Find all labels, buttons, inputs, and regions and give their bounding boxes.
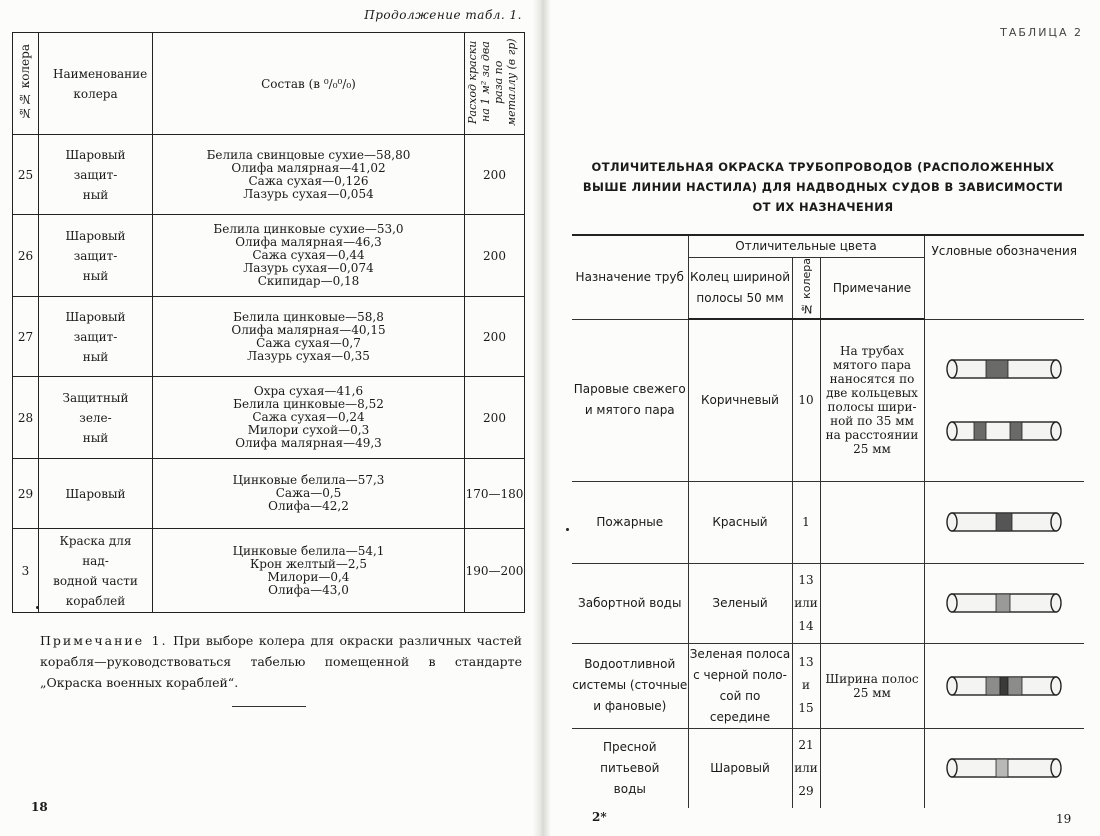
row-purpose [572, 643, 688, 728]
row-number-line: 27 [17, 329, 34, 344]
row-color-number-line: 15 [798, 701, 814, 715]
row-consumption [465, 297, 525, 377]
header-remark: Примечание [820, 257, 924, 319]
table-row [13, 377, 525, 459]
title-line: ОТЛИЧИТЕЛЬНАЯ ОКРАСКА ТРУБОПРОВОДОВ (РАСПОЛОЖЕННЫХ [591, 160, 1055, 174]
row-composition-line: Сажа сухая—0,44 [252, 248, 365, 262]
row-purpose-line: Забортной воды [578, 595, 682, 610]
row-color-number-line: или [794, 760, 818, 775]
row-number-line: 29 [17, 486, 34, 501]
row-composition-line: Олифа—43,0 [268, 582, 349, 597]
row-color-number [792, 563, 820, 643]
row-color-number [792, 643, 820, 728]
print-speck [36, 606, 39, 609]
row-purpose-line: Паровые свежего [573, 382, 686, 396]
row-number-line: 28 [17, 410, 34, 425]
table-row [13, 135, 525, 215]
header-symbols: Условные обозначения [924, 235, 1084, 319]
row-composition-line: Сажа сухая—0,24 [252, 410, 365, 424]
table-row [572, 319, 1084, 481]
row-consumption [465, 135, 525, 215]
row-remark-line: На трубах [840, 344, 904, 359]
row-consumption-line: 200 [483, 410, 506, 425]
row-name-line: Шаровый защит- [65, 228, 126, 263]
row-number [13, 377, 39, 459]
header-name: Наименование колера [39, 33, 153, 135]
row-remark-line: ной по 35 мм [830, 414, 914, 429]
row-symbol [924, 728, 1084, 808]
row-color-number-line: 13 [798, 655, 814, 669]
row-color-number-line: 13 [798, 572, 814, 587]
table-label: ТАБЛИЦА 2 [1000, 26, 1083, 39]
row-name [39, 215, 153, 297]
row-purpose [572, 563, 688, 643]
page-number: 19 [1056, 812, 1072, 826]
print-speck [566, 528, 569, 531]
table-note [40, 630, 522, 693]
row-composition-line: Сажа—0,5 [275, 486, 342, 500]
header-ring: Колец шириной полосы 50 мм [688, 257, 792, 319]
row-name [39, 529, 153, 613]
row-color-number [792, 481, 820, 563]
page-number: 18 [31, 800, 48, 814]
row-remark [820, 728, 924, 808]
row-name-line: ный [82, 430, 109, 445]
row-consumption [465, 529, 525, 613]
row-composition-line: Цинковые белила—54,1 [232, 543, 385, 558]
row-number [13, 215, 39, 297]
row-remark-line: 25 мм [853, 685, 891, 700]
row-composition [153, 459, 465, 529]
table-title [570, 157, 1076, 217]
header-consumption: Расход краски на 1 м² за два раза по металлу (в гр) [465, 33, 525, 135]
table-row [13, 215, 525, 297]
row-remark-line: полосы шири- [827, 400, 917, 415]
pipe-green-icon [944, 591, 1064, 615]
row-composition-line: Скипидар—0,18 [257, 274, 360, 288]
row-name-line: Шаровый защит- [65, 309, 126, 344]
row-remark-line: 25 мм [853, 442, 891, 457]
row-name-line: Шаровый защит- [65, 147, 126, 182]
row-symbol [924, 563, 1084, 643]
row-consumption [465, 377, 525, 459]
row-color-number-line: 29 [798, 783, 814, 798]
row-ring-color-line: Коричневый [701, 392, 779, 407]
row-composition [153, 297, 465, 377]
left-page [0, 0, 545, 836]
row-remark-line: мятого пара [832, 358, 912, 373]
signature-mark: 2* [592, 810, 607, 824]
row-name [39, 135, 153, 215]
row-remark-line: Ширина полос [825, 671, 919, 686]
row-ring-color-line: Красный [712, 514, 768, 529]
row-purpose-line: Пресной питьевой [600, 739, 660, 775]
colors-table [12, 32, 525, 613]
row-ring-color-line: сой по середине [709, 688, 771, 724]
row-composition-line: Олифа—42,2 [268, 499, 349, 513]
row-purpose [572, 319, 688, 481]
note-divider [232, 706, 306, 707]
row-name-line: ный [82, 187, 109, 202]
table-row [572, 563, 1084, 643]
row-composition-line: Белила цинковые—8,52 [233, 397, 384, 411]
row-composition-line: Олифа малярная—40,15 [231, 322, 386, 337]
title-line: ОТ ИХ НАЗНАЧЕНИЯ [752, 200, 894, 214]
row-symbol [924, 643, 1084, 728]
row-purpose-line: воды [613, 781, 646, 796]
row-number [13, 297, 39, 377]
row-ring-color [688, 563, 792, 643]
row-remark [820, 319, 924, 481]
row-remark [820, 563, 924, 643]
row-purpose [572, 481, 688, 563]
table-row [13, 529, 525, 613]
row-consumption-line: 190—200 [465, 563, 524, 578]
header-number: №№ колера [13, 33, 39, 135]
right-page [548, 0, 1100, 836]
row-composition-line: Олифа малярная—49,3 [235, 436, 382, 450]
row-ring-color [688, 643, 792, 728]
title-line: ВЫШЕ ЛИНИИ НАСТИЛА) ДЛЯ НАДВОДНЫХ СУДОВ В ЗАВИСИМОСТИ [582, 180, 1064, 194]
row-number [13, 529, 39, 613]
note-text: При выборе колера для окраски различных частей корабля—руководствоваться табелью помещенной в стандарте „Окраска военных кораблей“. [40, 633, 523, 690]
row-purpose-line: Водоотливной [584, 657, 676, 671]
row-composition [153, 135, 465, 215]
table-row [13, 459, 525, 529]
header-distinctive-colors: Отличительные цвета [688, 235, 924, 257]
row-composition-line: Цинковые белила—57,3 [232, 473, 385, 487]
row-composition-line: Белила цинковые сухие—53,0 [213, 222, 404, 236]
header-purpose: Назначение труб [572, 235, 688, 319]
row-symbol [924, 319, 1084, 481]
row-composition-line: Сажа сухая—0,126 [248, 173, 369, 188]
row-purpose-line: Пожарные [596, 514, 664, 529]
row-composition-line: Крон желтый—2,5 [249, 556, 368, 571]
row-color-number-line: и [802, 678, 810, 692]
row-purpose-line: и фановые) [593, 699, 667, 713]
row-composition [153, 215, 465, 297]
header-composition: Состав (в ⁰/₀⁰/₀) [153, 33, 465, 135]
row-consumption-line: 200 [483, 248, 506, 263]
row-number-line: 26 [17, 248, 34, 263]
row-purpose-line: системы (сточные [572, 678, 688, 692]
row-ring-color [688, 728, 792, 808]
row-name-line: Защитный зеле- [62, 390, 129, 425]
row-ring-color-line: с черной поло- [693, 667, 787, 682]
pipe-grey-icon [944, 756, 1064, 780]
row-remark-line: на расстоянии [825, 428, 919, 443]
row-remark-line: две кольцевых [826, 386, 918, 401]
row-composition-line: Лазурь сухая—0,074 [243, 261, 374, 275]
pipe-brown-double-icon [944, 419, 1064, 443]
pipes-table [572, 234, 1084, 808]
pipe-red-icon [944, 510, 1064, 534]
row-number-line: 25 [17, 167, 34, 182]
row-color-number-line: или [794, 595, 818, 610]
row-composition [153, 377, 465, 459]
row-name-line: ный [82, 349, 109, 364]
row-number [13, 135, 39, 215]
row-consumption-line: 170—180 [465, 486, 524, 501]
row-composition-line: Милори—0,4 [267, 569, 350, 584]
row-remark-line: наносятся по [829, 372, 915, 387]
row-name-line: водной части [53, 573, 138, 588]
row-consumption-line: 200 [483, 329, 506, 344]
row-number-line: 3 [21, 563, 30, 578]
continuation-label: Продолжение табл. 1. [364, 8, 522, 22]
table-row [572, 643, 1084, 728]
row-ring-color-line: Зеленая полоса [689, 646, 791, 661]
row-color-number [792, 728, 820, 808]
row-color-number [792, 319, 820, 481]
row-color-number-line: 21 [798, 737, 814, 752]
row-composition-line: Милори сухой—0,3 [247, 423, 370, 437]
row-symbol [924, 481, 1084, 563]
row-composition-line: Сажа сухая—0,7 [256, 335, 361, 350]
note-label: Примечание 1. [40, 633, 168, 648]
row-name-line: Шаровый [65, 486, 126, 501]
row-name [39, 377, 153, 459]
table-row [13, 297, 525, 377]
row-ring-color [688, 481, 792, 563]
row-composition-line: Лазурь сухая—0,35 [247, 348, 370, 363]
pipe-green-black-icon [944, 674, 1064, 698]
row-composition-line: Олифа малярная—41,02 [231, 160, 386, 175]
row-name [39, 459, 153, 529]
row-name-line: кораблей [65, 593, 126, 608]
row-consumption [465, 215, 525, 297]
row-name-line: ный [82, 268, 109, 283]
row-name [39, 297, 153, 377]
row-color-number-line: 10 [798, 392, 814, 407]
table-row [572, 728, 1084, 808]
row-ring-color [688, 319, 792, 481]
row-ring-color-line: Шаровый [710, 760, 770, 775]
row-consumption-line: 200 [483, 167, 506, 182]
row-composition-line: Лазурь сухая—0,054 [243, 186, 374, 201]
pipe-brown-single-icon [944, 357, 1064, 381]
row-consumption [465, 459, 525, 529]
row-ring-color-line: Зеленый [712, 595, 768, 610]
row-number [13, 459, 39, 529]
row-composition-line: Белила свинцовые сухие—58,80 [206, 147, 411, 162]
row-purpose-line: и мятого пара [584, 403, 675, 417]
row-purpose [572, 728, 688, 808]
row-remark [820, 481, 924, 563]
table-row [572, 481, 1084, 563]
header-color-number: № колера [792, 257, 820, 319]
row-color-number-line: 14 [798, 618, 814, 633]
row-remark [820, 643, 924, 728]
row-composition-line: Белила цинковые—58,8 [233, 309, 384, 324]
row-composition-line: Олифа малярная—46,3 [235, 235, 382, 249]
row-composition [153, 529, 465, 613]
row-name-line: Краска для над- [59, 533, 132, 568]
row-color-number-line: 1 [802, 514, 810, 529]
row-composition-line: Охра сухая—41,6 [253, 384, 364, 398]
